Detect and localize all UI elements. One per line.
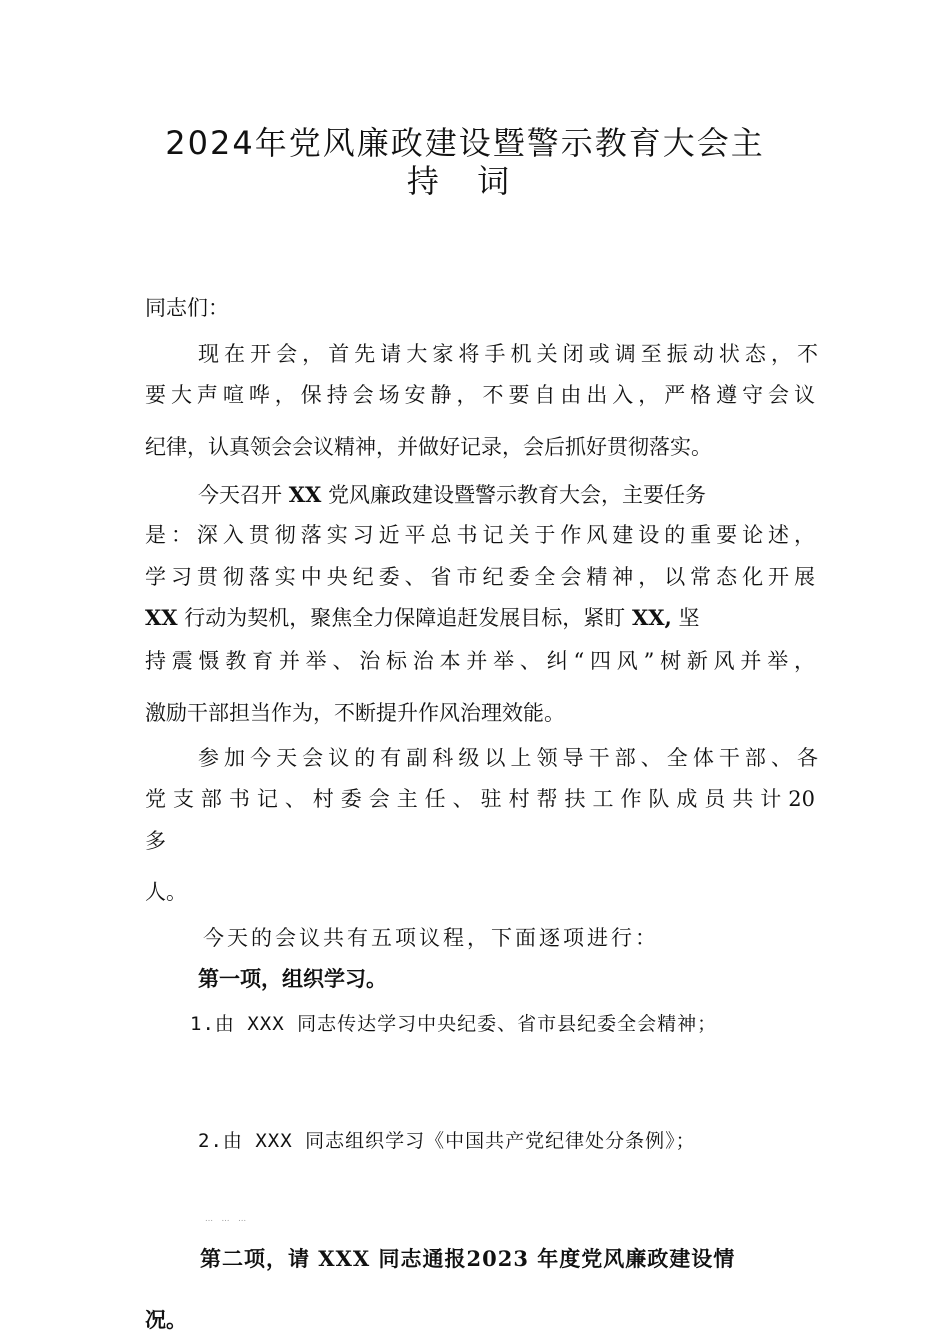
paragraph-line: 现在开会，首先请大家将手机关闭或调至振动状态，不 — [198, 342, 818, 366]
paragraph-line: 要大声喧哗，保持会场安静，不要自由出入，严格遵守会议 — [145, 383, 815, 407]
agenda-item-2-line-1: 第二项，请 XXX 同志通报2023 年度党风廉政建设情 — [200, 1246, 736, 1271]
document-title-line-1: 2024年党风廉政建设暨警示教育大会主 — [165, 124, 765, 162]
paragraph-line: 多 — [145, 829, 166, 853]
text-span: 行动为契机，聚焦全力保障追赶发展目标，紧盯 — [177, 606, 632, 630]
text-span: 坚 — [671, 606, 700, 630]
agenda-item-1-sub-1: 1.由 XXX 同志传达学习中央纪委、省市县纪委全会精神； — [190, 1013, 718, 1035]
agenda-item-1-sub-2: 2.由 XXX 同志组织学习《中国共产党纪律处分条例》； — [198, 1130, 696, 1152]
paragraph-line: 是：深入贯彻落实习近平总书记关于作风建设的重要论述， — [145, 523, 815, 547]
salutation: 同志们： — [145, 296, 229, 320]
document-title-line-2: 持 词 — [406, 162, 524, 200]
placeholder-xx: XX — [145, 605, 178, 630]
text-span: 今天召开 — [198, 483, 289, 507]
paragraph-line — [145, 603, 815, 633]
paragraph-line: 参加今天会议的有副科级以上领导干部、全体干部、各 — [198, 746, 818, 770]
paragraph-line: 持震慑教育并举、治标治本并举、纠“四风”树新风并举， — [145, 649, 815, 673]
page-artifact-dots: … … … — [205, 1214, 250, 1223]
paragraph-line: 激励干部担当作为，不断提升作风治理效能。 — [145, 701, 565, 725]
paragraph-line: 学习贯彻落实中央纪委、省市纪委全会精神，以常态化开展 — [145, 565, 815, 589]
paragraph-line: 人。 — [145, 880, 187, 904]
agenda-item-2-line-2: 况。 — [145, 1307, 187, 1332]
text-span: 党风廉政建设暨警示教育大会，主要任务 — [321, 483, 706, 507]
paragraph-line: 纪律，认真领会会议精神，并做好记录，会后抓好贯彻落实。 — [145, 435, 712, 459]
paragraph-line: 党支部书记、村委会主任、驻村帮扶工作队成员共计20 — [145, 787, 815, 811]
agenda-intro: 今天的会议共有五项议程，下面逐项进行： — [203, 926, 659, 950]
placeholder-xx: XX, — [631, 605, 672, 630]
placeholder-xx: XX — [288, 482, 322, 507]
paragraph-line — [198, 480, 818, 510]
agenda-item-1-heading: 第一项，组织学习。 — [198, 966, 387, 991]
